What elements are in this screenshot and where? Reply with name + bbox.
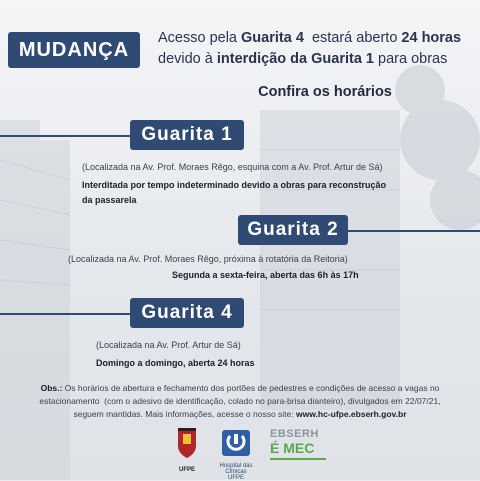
divider-line — [0, 313, 140, 315]
main-notice — [158, 28, 478, 70]
ebserh-mec-logo: EBSERH É MEC — [270, 428, 330, 460]
logo-bar — [0, 428, 480, 481]
gate-1-location: (Localizada na Av. Prof. Moraes Rêgo, esquina com a Av. Prof. Artur de Sá) — [82, 162, 383, 172]
website-link[interactable]: www.hc-ufpe.ebserh.gov.br — [296, 409, 407, 419]
hc-ufpe-logo: Hospital das Clínicas UFPE — [214, 428, 258, 481]
schedule-title: Confira os horários — [258, 84, 392, 100]
ufpe-crest-icon — [172, 428, 202, 462]
gate-2-badge: Guarita 2 — [238, 215, 348, 245]
divider-line — [340, 230, 480, 232]
gate-4-detail: Domingo a domingo, aberta 24 horas — [96, 358, 255, 368]
main-notice-line1: Acesso pela Guarita 4 estará aberto 24 horas — [158, 30, 462, 46]
gate-2-detail: Segunda a sexta-feira, aberta das 6h às 17h — [172, 270, 359, 280]
gate-1-detail: Interditada por tempo indeterminado devido a obras para reconstrução da passarela — [82, 180, 387, 205]
main-notice-line2: devido à interdição da Guarita 1 para obras — [158, 51, 448, 67]
divider-line — [270, 458, 326, 460]
gate-1-badge: Guarita 1 — [130, 120, 244, 150]
gate-2-location: (Localizada na Av. Prof. Moraes Rêgo, próxima à rotatória da Reitoria) — [68, 254, 348, 264]
mudanca-badge: MUDANÇA — [8, 32, 140, 68]
ufpe-logo: UFPE — [172, 428, 202, 473]
observations: Obs.: Os horários de abertura e fechamento dos portões de pedestres e condições de acesso a vagas no estacionamento (com o adesivo de identificação, colado no para-brisa dianteiro), divulgados em 22/07/21, seguem mantidas. Mais informações, acesse o nosso site: www.hc-ufpe.ebserh.gov.br — [39, 383, 441, 419]
gate-4-location: (Localizada na Av. Prof. Artur de Sá) — [96, 340, 241, 350]
hospital-clinicas-icon — [214, 428, 258, 458]
gate-4-badge: Guarita 4 — [130, 298, 244, 328]
divider-line — [0, 135, 140, 137]
